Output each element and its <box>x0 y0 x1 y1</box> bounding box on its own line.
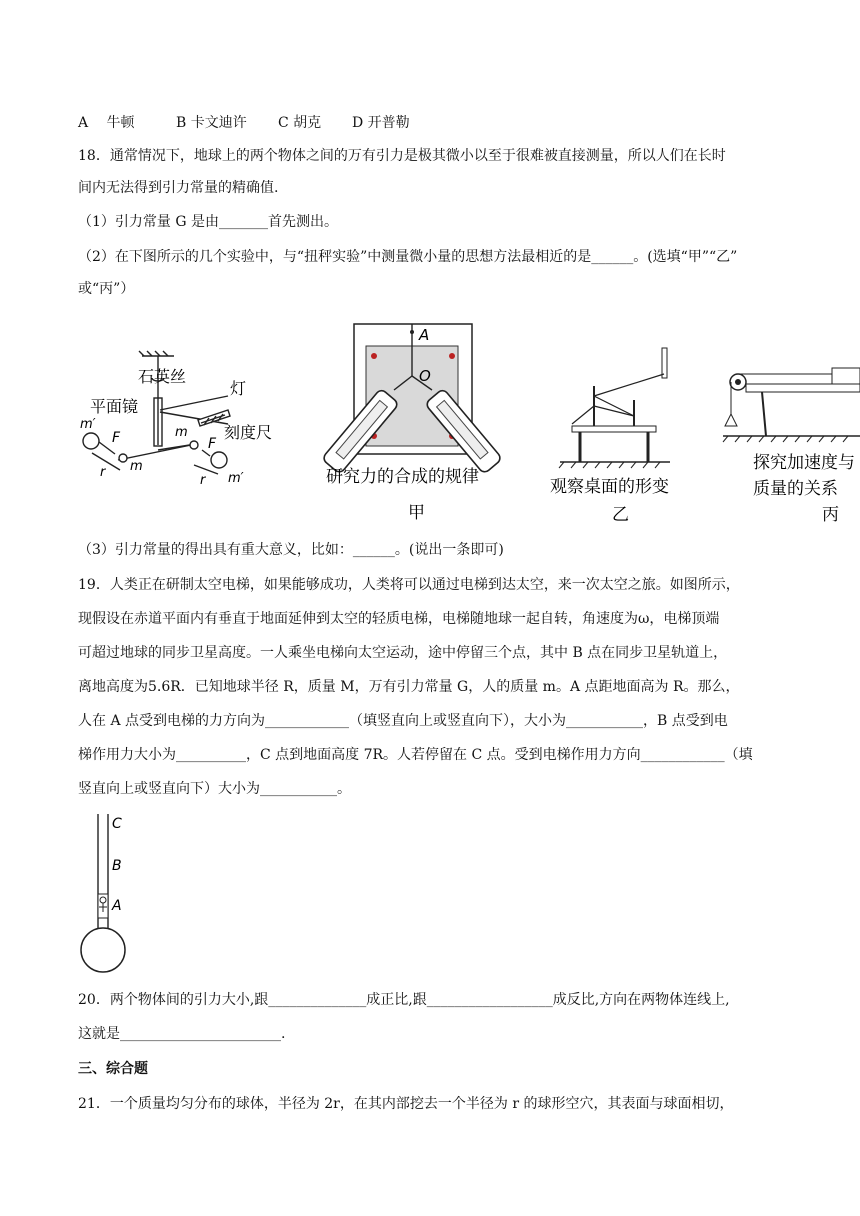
svg-text:m′: m′ <box>80 417 96 432</box>
figure-yi-tag: 乙 <box>612 505 629 524</box>
space-elevator-figure <box>78 812 138 976</box>
q19-line3: 可超过地球的同步卫星高度。一人乘坐电梯向太空运动，途中停留三个点，其中 B 点在同步卫星轨道上， <box>78 645 728 661</box>
point-b-label: B <box>112 858 122 874</box>
torsion-balance-figure <box>78 350 298 500</box>
q18-part3: （3）引力常量的得出具有重大意义，比如：______。(说出一条即可) <box>78 542 504 558</box>
q19-line4: 离地高度为5.6R．已知地球半径 R，质量 M，万有引力常量 G，人的质量 m。A 点距地面高为 R。那么， <box>78 679 740 695</box>
q19-line6: 梯作用力大小为__________，C 点到地面高度 7R。人若停留在 C 点。受到电梯作用力方向____________（填 <box>78 747 753 763</box>
q19-line2: 现假设在赤道平面内有垂直于地面延伸到太空的轻质电梯，电梯随地球一起自转，角速度为ω，电梯顶端 <box>78 611 720 627</box>
figure-jia-caption: 研究力的合成的规律 <box>326 467 479 487</box>
point-c-label: C <box>112 816 122 832</box>
figure-jia-tag: 甲 <box>408 503 425 523</box>
svg-text:r: r <box>200 473 206 488</box>
option-b: B 卡文迪许 <box>176 115 247 131</box>
q20-line2: 这就是_______________________. <box>78 1026 286 1042</box>
q21-line1: 21．一个质量均匀分布的球体，半径为 2r，在其内部挖去一个半径为 r 的球形空穴，其表面与球面相切， <box>78 1096 734 1112</box>
point-a-label: A <box>112 898 122 914</box>
figure-bing-tag: 丙 <box>822 505 839 525</box>
figure-bing-caption2: 质量的关系 <box>753 479 838 499</box>
svg-text:石英丝: 石英丝 <box>138 367 187 386</box>
q18-part2a: （2）在下图所示的几个实验中，与“扭秤实验”中测量微小量的思想方法最相近的是______。(选填“甲”“乙” <box>78 249 738 265</box>
svg-text:r: r <box>100 465 106 480</box>
svg-text:灯: 灯 <box>230 379 247 398</box>
option-d: D 开普勒 <box>352 115 410 131</box>
q18-part1: （1）引力常量 G 是由_______首先测出。 <box>78 214 338 230</box>
q19-line5: 人在 A 点受到电梯的力方向为____________（填竖直向上或竖直向下），大小为___________，B 点受到电 <box>78 713 728 729</box>
figure-yi-caption: 观察桌面的形变 <box>550 477 669 497</box>
q19-line7: 竖直向上或竖直向下）大小为___________。 <box>78 781 351 797</box>
q18-line1: 18．通常情况下，地球上的两个物体之间的万有引力是极其微小以至于很难被直接测量，所以人们在长时 <box>78 148 726 164</box>
section-heading: 三、综合题 <box>78 1061 148 1077</box>
svg-text:m: m <box>175 425 188 440</box>
figure-jia <box>320 322 520 524</box>
option-c: C 胡克 <box>278 115 322 131</box>
point-o-label: O <box>419 367 431 385</box>
svg-text:F: F <box>208 436 217 452</box>
figure-bing <box>722 360 860 526</box>
option-a: A 牛顿 <box>78 115 135 131</box>
svg-text:m′: m′ <box>228 471 244 486</box>
svg-text:m: m <box>130 459 143 474</box>
point-a-label: A <box>419 326 430 344</box>
figure-bing-caption1: 探究加速度与 <box>753 453 855 473</box>
q19-line1: 19．人类正在研制太空电梯，如果能够成功，人类将可以通过电梯到达太空，来一次太空之旅。如图所示， <box>78 577 740 593</box>
figure-yi <box>542 344 712 524</box>
svg-text:F: F <box>112 430 121 446</box>
svg-text:平面镜: 平面镜 <box>90 397 139 416</box>
svg-text:刻度尺: 刻度尺 <box>224 423 273 442</box>
q20-line1: 20．两个物体间的引力大小,跟______________成正比,跟__________________成反比,方向在两物体连线上, <box>78 992 730 1008</box>
q18-part2b: 或“丙”） <box>78 281 135 297</box>
q18-line2: 间内无法得到引力常量的精确值. <box>78 180 279 196</box>
